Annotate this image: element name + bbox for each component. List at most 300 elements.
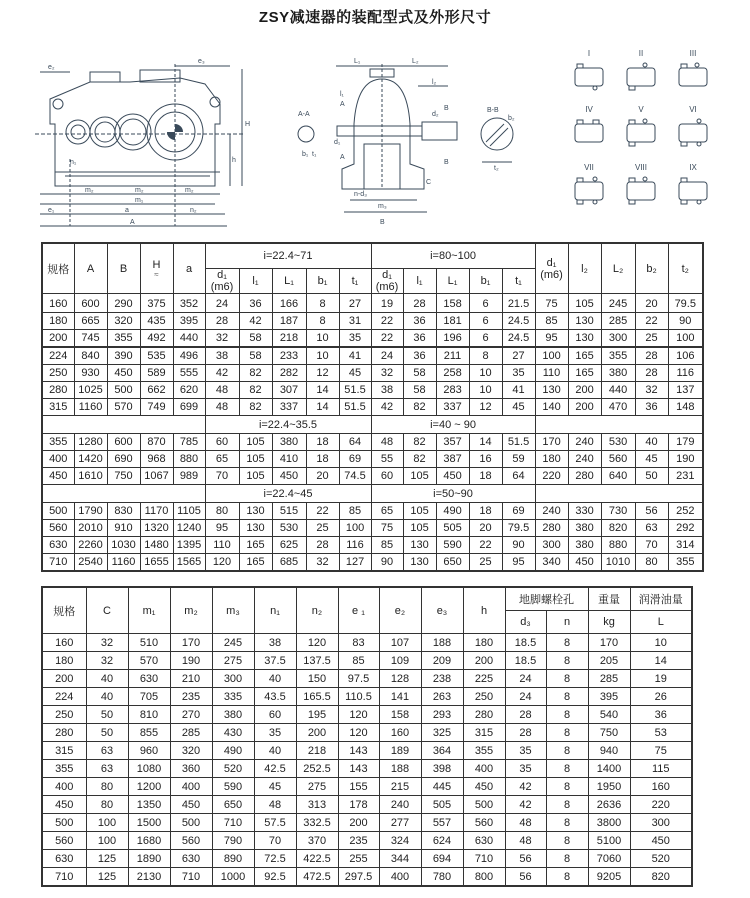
table-cell: 240 [568,451,601,468]
label-d2: d₂ [432,111,439,118]
table-row [42,503,703,520]
table-cell: 398 [421,760,463,778]
table-cell: 56 [505,850,546,868]
table-row [42,706,692,724]
table-cell: 5100 [588,832,630,850]
table-cell: 400 [379,868,421,887]
table-cell: 255 [338,850,379,868]
table-cell: 80 [86,778,128,796]
table-cell: 25 [306,520,339,537]
table-cell: 780 [421,868,463,887]
table-cell: 292 [668,520,703,537]
table-cell: 141 [379,688,421,706]
table-cell: 109 [379,652,421,670]
table-cell: 785 [173,434,205,451]
table-row [42,670,692,688]
table-cell: 42.5 [254,760,296,778]
table-cell: 450 [170,796,212,814]
table-cell: 400 [170,778,212,796]
table-cell: 40 [635,434,668,451]
table-cell: 395 [173,313,205,330]
label-n-d3: n-d₃ [354,191,367,198]
table-cell: 180 [42,313,74,330]
label-section-b-bottom: B [444,159,449,166]
table-cell: 490 [436,503,469,520]
table-cell: 1790 [74,503,107,520]
table-cell: 165 [239,537,272,554]
table-cell: 106 [668,347,703,365]
header-b2: b₂ [635,243,668,294]
table-cell: 166 [272,294,306,313]
table-row [42,634,692,652]
table-cell: 2260 [74,537,107,554]
table-cell: 130 [568,330,601,348]
label-B: B [380,219,385,226]
table-cell: 340 [535,554,568,572]
header-e2: e₂ [379,587,421,634]
table-cell: 315 [42,399,74,416]
table-cell: 205 [588,652,630,670]
table-cell: 277 [379,814,421,832]
table-cell: 148 [668,399,703,416]
table-cell: 590 [436,537,469,554]
header-d2: d₁ (m6) [535,243,568,294]
table-cell: 890 [212,850,254,868]
label-m2-2: m₂ [135,187,144,194]
table-cell: 127 [339,554,371,572]
table-cell: 170 [535,434,568,451]
table-cell: 69 [502,503,535,520]
label-e3: e₃ [198,58,205,65]
table-cell: 355 [463,742,505,760]
table-cell: 48 [371,434,403,451]
table-cell: 12 [469,399,502,416]
table-cell: 18 [469,503,502,520]
table-cell: 18 [469,468,502,485]
table-cell: 2010 [74,520,107,537]
table-cell: 70 [205,468,239,485]
table-cell: 35 [505,760,546,778]
label-aa-t1: t₁ [312,151,317,158]
label-e2: e₂ [48,64,55,71]
assembly-type-1: I [587,49,591,58]
header-g1-d1 [205,269,239,294]
header-g2-b1: b₁ [469,269,502,294]
table-cell: 560 [170,832,212,850]
table-cell: 240 [535,503,568,520]
table-cell: 64 [502,468,535,485]
table-cell: 325 [421,724,463,742]
table-cell: 40 [86,688,128,706]
table-cell: 650 [436,554,469,572]
table-cell: 50 [86,706,128,724]
ratio-band-row [42,416,703,434]
table-cell: 8 [546,724,588,742]
table-cell: 92.5 [254,868,296,887]
table-row [42,688,692,706]
table-row [42,451,703,468]
table-cell: 53 [630,724,692,742]
table-cell: 85 [338,652,379,670]
table-cell: 520 [212,760,254,778]
table-cell: 8 [546,814,588,832]
table-cell: 1025 [74,382,107,399]
table-cell: 620 [173,382,205,399]
table-cell: 1400 [588,760,630,778]
table-cell: 97.5 [338,670,379,688]
table-cell: 352 [173,294,205,313]
table-cell: 880 [173,451,205,468]
table-cell: 188 [379,760,421,778]
table-cell: 8 [546,670,588,688]
table-cell: 35 [339,330,371,348]
table-cell: 158 [379,706,421,724]
table-cell: 710 [212,814,254,832]
table-cell: 1320 [140,520,173,537]
table-cell: 1950 [588,778,630,796]
table-cell: 14 [469,434,502,451]
header-anchor-holes: 地脚螺栓孔 [505,587,588,611]
table-cell: 830 [107,503,140,520]
table-cell: 220 [630,796,692,814]
table-cell: 314 [668,537,703,554]
table-row [42,652,692,670]
table-cell: 445 [421,778,463,796]
table-cell: 1000 [212,868,254,887]
table-cell: 187 [272,313,306,330]
table-cell: 95 [535,330,568,348]
table-cell: 710 [42,868,86,887]
table-cell: 22 [469,537,502,554]
table-cell: 22 [306,503,339,520]
table-cell: 70 [635,537,668,554]
table-cell: 50 [635,468,668,485]
table-cell: 540 [588,706,630,724]
table-cell: 80 [86,796,128,814]
table-cell: 143 [338,742,379,760]
table-cell: 515 [272,503,306,520]
table-cell: 45 [635,451,668,468]
table-row [42,537,703,554]
table-cell: 160 [379,724,421,742]
table-cell: 280 [463,706,505,724]
table-cell: 165 [568,347,601,365]
table-cell: 10 [306,330,339,348]
table-cell: 380 [601,365,635,382]
table-row [42,778,692,796]
table-cell: 180 [463,634,505,652]
label-section-a-bottom: A [340,154,345,161]
table-cell: 75 [535,294,568,313]
header-a: a [173,243,205,294]
table-cell: 60 [371,468,403,485]
table-cell: 300 [212,670,254,688]
table-cell: 400 [463,760,505,778]
table-cell: 492 [140,330,173,348]
table-cell: 440 [173,330,205,348]
table-cell: 630 [42,850,86,868]
table-cell: 380 [212,706,254,724]
table-cell: 1500 [128,814,170,832]
table-cell: 200 [42,670,86,688]
page-title: ZSY减速器的装配型式及外形尺寸 [258,9,492,26]
table-cell: 250 [463,688,505,706]
table-cell: 105 [403,503,436,520]
table-cell: 211 [436,347,469,365]
table-cell: 450 [436,468,469,485]
table-cell: 694 [421,850,463,868]
table-cell: 10 [469,382,502,399]
table-cell: 387 [436,451,469,468]
table-cell: 500 [463,796,505,814]
table-cell: 9205 [588,868,630,887]
assembly-type-5: V [638,105,644,114]
table-cell: 450 [42,468,74,485]
header-m2: m₂ [170,587,212,634]
table-cell: 63 [86,760,128,778]
table-cell: 1170 [140,503,173,520]
table-cell: 225 [463,670,505,688]
table-cell: 80 [205,503,239,520]
table-cell: 275 [296,778,338,796]
band-empty [42,416,205,434]
table-cell: 810 [128,706,170,724]
header-weight-unit: kg [588,611,630,634]
table-cell: 42 [371,399,403,416]
table-cell: 24 [205,294,239,313]
table-cell: 710 [463,850,505,868]
table-cell: 240 [568,434,601,451]
table-cell: 1565 [173,554,205,572]
table-cell: 100 [668,330,703,348]
table-cell: 231 [668,468,703,485]
section-aa-title: A-A [298,111,310,118]
table-cell: 750 [107,468,140,485]
table-cell: 51.5 [339,399,371,416]
header-d3: d₃ [505,611,546,634]
table-cell: 422.5 [296,850,338,868]
table-cell: 505 [436,520,469,537]
table-cell: 1160 [74,399,107,416]
table-cell: 116 [668,365,703,382]
table-cell: 820 [601,520,635,537]
table-cell: 1010 [601,554,635,572]
table-cell: 8 [546,868,588,887]
table-row [42,434,703,451]
table-cell: 130 [535,382,568,399]
table-row [42,468,703,485]
table-cell: 28 [403,294,436,313]
table-cell: 160 [42,634,86,652]
table-cell: 83 [338,634,379,652]
table-cell: 472.5 [296,868,338,887]
table-cell: 640 [601,468,635,485]
table-cell: 500 [107,382,140,399]
table-cell: 263 [421,688,463,706]
assembly-type-7: VII [584,163,594,172]
table-cell: 25 [635,330,668,348]
table-cell: 258 [436,365,469,382]
table-cell: 36 [630,706,692,724]
table-cell: 12 [306,365,339,382]
table-cell: 235 [170,688,212,706]
table-cell: 282 [272,365,306,382]
table-cell: 180 [535,451,568,468]
table-cell: 35 [254,724,296,742]
header-t2: t₂ [668,243,703,294]
table-cell: 490 [212,742,254,760]
table-cell: 355 [601,347,635,365]
mounting-table [41,586,693,887]
table-cell: 7060 [588,850,630,868]
table-cell: 560 [42,832,86,850]
header-n: n [546,611,588,634]
table-cell: 60 [254,706,296,724]
table-cell: 297.5 [338,868,379,887]
table-cell: 375 [140,294,173,313]
table-cell: 410 [272,451,306,468]
table-cell: 189 [379,742,421,760]
table-cell: 82 [403,451,436,468]
table-cell: 320 [170,742,212,760]
table-cell: 28 [306,537,339,554]
table-cell: 41 [502,382,535,399]
table-cell: 90 [668,313,703,330]
section-bb-title: B-B [487,107,499,114]
table-cell: 1200 [128,778,170,796]
table-cell: 880 [601,537,635,554]
table-cell: 31 [339,313,371,330]
table-cell: 238 [421,670,463,688]
table-cell: 36 [403,347,436,365]
table-cell: 1610 [74,468,107,485]
table-cell: 80 [635,554,668,572]
table-cell: 20 [306,468,339,485]
table-cell: 315 [463,724,505,742]
table-cell: 32 [635,382,668,399]
table-cell: 520 [630,850,692,868]
table-cell: 355 [668,554,703,572]
label-e1: e₁ [48,207,55,214]
table-cell: 150 [296,670,338,688]
table-cell: 337 [436,399,469,416]
label-l1: l₁ [340,91,344,98]
table-cell: 2636 [588,796,630,814]
header-g1-m6: (m6) [210,281,234,293]
table-cell: 125 [86,868,128,887]
table-cell: 8 [306,313,339,330]
table-cell: 51.5 [339,382,371,399]
table-cell: 400 [42,451,74,468]
table-cell: 435 [140,313,173,330]
table-cell: 48 [205,399,239,416]
table-cell: 45 [254,778,296,796]
table-cell: 85 [535,313,568,330]
table-cell: 530 [601,434,635,451]
table-cell: 28 [635,365,668,382]
table-cell: 18 [306,434,339,451]
table-cell: 51.5 [502,434,535,451]
table-cell: 105 [568,294,601,313]
table-cell: 40 [86,670,128,688]
table-cell: 870 [140,434,173,451]
table-cell: 218 [272,330,306,348]
label-d1: d₁ [334,139,341,146]
table-cell: 590 [212,778,254,796]
table-cell: 250 [42,365,74,382]
label-bb-t2: t₂ [494,165,499,172]
table-cell: 200 [568,382,601,399]
table-cell: 14 [306,382,339,399]
table-cell: 107 [379,634,421,652]
table-cell: 10 [306,347,339,365]
table-cell: 625 [272,537,306,554]
table-row [42,850,692,868]
table-cell: 749 [140,399,173,416]
table-cell: 58 [403,382,436,399]
table-cell: 190 [170,652,212,670]
table-cell: 36 [635,399,668,416]
table-cell: 285 [170,724,212,742]
table-cell: 1240 [173,520,205,537]
table-cell: 130 [403,537,436,554]
table-cell: 344 [379,850,421,868]
table-cell: 100 [535,347,568,365]
table-cell: 26 [630,688,692,706]
table-cell: 8 [546,652,588,670]
assembly-type-9: IX [689,163,697,172]
table-cell: 10 [630,634,692,652]
label-m1: m₁ [135,197,144,204]
table-cell: 95 [205,520,239,537]
table-cell: 179 [668,434,703,451]
band-ratio1: i=22.4~45 [205,485,371,503]
table-cell: 200 [463,652,505,670]
header-C: C [86,587,128,634]
header-ratio-group2: i=80~100 [371,243,535,269]
table-cell: 8 [546,742,588,760]
table-cell: 165 [568,365,601,382]
side-view-drawing [282,44,532,234]
header-g2-L1: L₁ [436,269,469,294]
table-cell: 224 [42,347,74,365]
table-cell: 100 [339,520,371,537]
table-cell: 280 [42,382,74,399]
table-cell: 22 [635,313,668,330]
table-row [42,760,692,778]
table-cell: 557 [421,814,463,832]
label-m2-3: m₂ [185,187,194,194]
table-cell: 745 [74,330,107,348]
table-cell: 224 [42,688,86,706]
table-cell: 18 [306,451,339,468]
table-cell: 560 [42,520,74,537]
table-cell: 178 [338,796,379,814]
table-cell: 300 [601,330,635,348]
table-cell: 28 [505,706,546,724]
table-cell: 82 [403,434,436,451]
table-cell: 74.5 [339,468,371,485]
header-H-approx: ≈ [154,269,159,279]
table-cell: 355 [42,434,74,451]
table-cell: 110 [205,537,239,554]
table-cell: 58 [239,330,272,348]
table-cell: 1105 [173,503,205,520]
table-cell: 630 [128,670,170,688]
label-l2: l₂ [432,79,437,86]
header-g2-t1: t₁ [502,269,535,294]
table-cell: 72.5 [254,850,296,868]
